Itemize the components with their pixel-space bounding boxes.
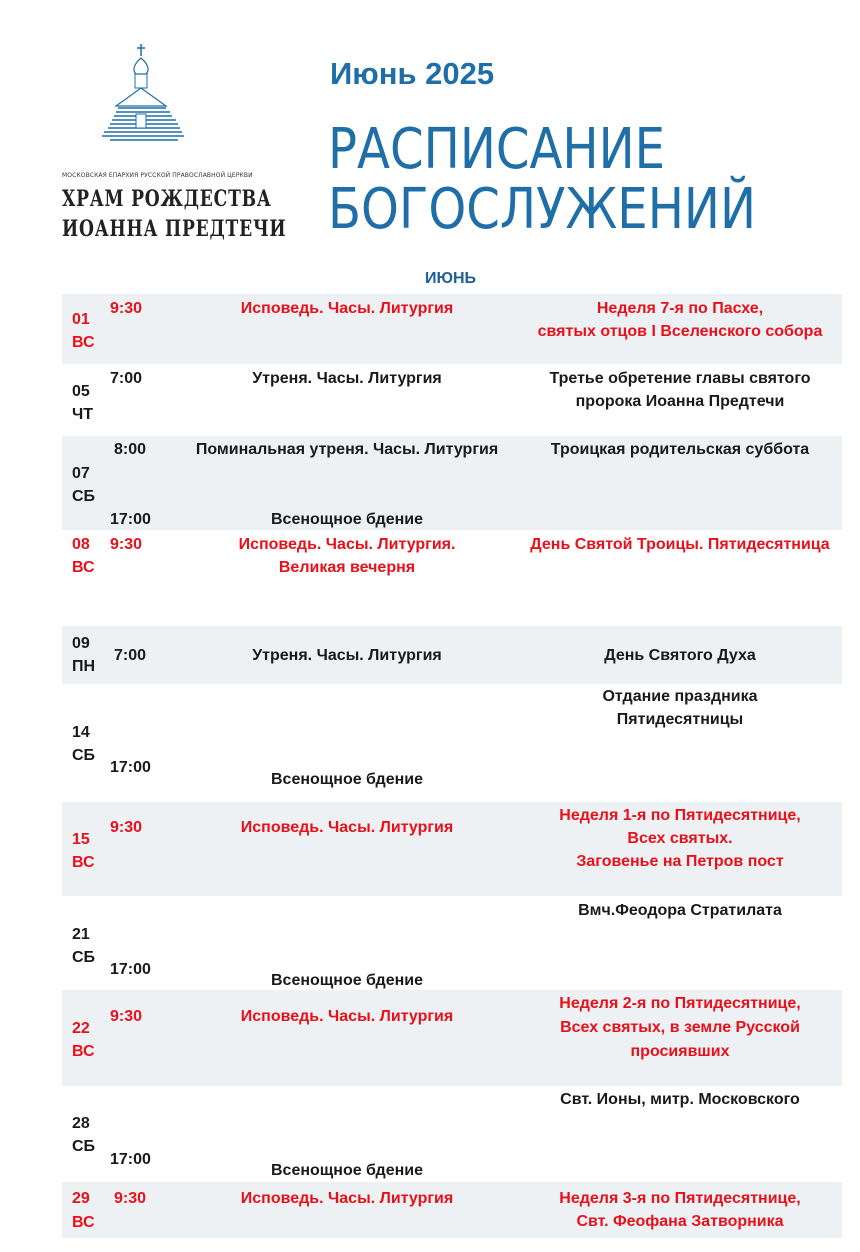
service-time: 7:00 xyxy=(110,370,143,387)
month-label: ИЮНЬ xyxy=(425,270,477,287)
day-date: 29 xyxy=(72,1190,90,1207)
feast-line: Неделя 1-я по Пятидесятнице, xyxy=(559,807,801,824)
feast-line: пророка Иоанна Предтечи xyxy=(575,393,785,410)
day-weekday: ВС xyxy=(72,854,95,871)
day-date: 01 xyxy=(72,311,90,328)
feast-line: Неделя 7-я по Пасхе, xyxy=(596,300,764,317)
day-weekday: СБ xyxy=(72,747,96,764)
schedule-row xyxy=(62,294,842,364)
schedule-row xyxy=(62,896,842,990)
day-date: 21 xyxy=(72,926,90,943)
feast-line: Неделя 3-я по Пятидесятнице, xyxy=(559,1190,801,1207)
schedule-row xyxy=(62,436,842,530)
church-logo xyxy=(62,44,287,244)
service-time: 9:30 xyxy=(110,1008,143,1025)
schedule-row xyxy=(62,684,842,802)
day-weekday: ПН xyxy=(72,658,96,675)
month-year-title: Июнь 2025 xyxy=(330,56,495,91)
feast-line: Свт. Феофана Затворника xyxy=(576,1213,784,1230)
day-weekday: СБ xyxy=(72,1138,96,1155)
service-time: 17:00 xyxy=(110,759,151,776)
service-name: Всенощное бдение xyxy=(270,771,423,788)
feast-line: Троицкая родительская суббота xyxy=(550,441,810,458)
feast-line: Всех святых. xyxy=(627,830,733,847)
schedule-row xyxy=(62,802,842,896)
schedule-row xyxy=(62,990,842,1086)
service-name: Всенощное бдение xyxy=(270,1162,423,1179)
title-line1: РАСПИСАНИЕ xyxy=(328,117,666,182)
page-title xyxy=(328,117,756,242)
feast-line: Заговенье на Петров пост xyxy=(576,853,784,870)
day-weekday: ВС xyxy=(72,559,95,576)
title-line2: БОГОСЛУЖЕНИЙ xyxy=(328,177,756,242)
feast-line: просиявших xyxy=(630,1043,730,1060)
feast-line: святых отцов I Вселенского собора xyxy=(537,323,823,340)
schedule-row xyxy=(62,530,842,626)
service-time: 9:30 xyxy=(110,300,143,317)
schedule-row xyxy=(62,1182,842,1238)
day-date: 05 xyxy=(72,383,90,400)
service-name: Исповедь. Часы. Литургия xyxy=(240,1190,454,1207)
service-name: Великая вечерня xyxy=(278,559,416,576)
feast-line: Неделя 2-я по Пятидесятнице, xyxy=(559,995,801,1012)
service-time: 7:00 xyxy=(114,647,147,664)
day-weekday: ВС xyxy=(72,334,95,351)
day-weekday: СБ xyxy=(72,949,96,966)
feast-line: Вмч.Феодора Стратилата xyxy=(578,902,782,919)
day-date: 07 xyxy=(72,465,90,482)
day-weekday: ЧТ xyxy=(72,406,94,423)
service-time: 17:00 xyxy=(110,1151,151,1168)
day-weekday: ВС xyxy=(72,1214,95,1231)
feast-line: Пятидесятницы xyxy=(616,711,744,728)
service-time: 17:00 xyxy=(110,511,151,528)
service-time: 9:30 xyxy=(110,536,143,553)
feast-line: Свт. Ионы, митр. Московского xyxy=(560,1091,800,1108)
day-date: 08 xyxy=(72,536,90,553)
day-date: 28 xyxy=(72,1115,90,1132)
service-time: 17:00 xyxy=(110,961,151,978)
service-time: 8:00 xyxy=(114,441,147,458)
feast-line: Третье обретение главы святого xyxy=(549,370,811,387)
service-name: Всенощное бдение xyxy=(270,972,423,989)
schedule-row xyxy=(62,1086,842,1182)
service-time: 9:30 xyxy=(114,1190,147,1207)
logo-subtitle: МОСКОВСКАЯ ЕПАРХИЯ РУССКОЙ ПРАВОСЛАВНОЙ ЦЕРКВИ xyxy=(62,172,253,179)
service-name: Исповедь. Часы. Литургия. xyxy=(238,536,456,553)
feast-line: День Святой Троицы. Пятидесятница xyxy=(530,536,830,553)
service-name: Исповедь. Часы. Литургия xyxy=(240,1008,454,1025)
service-name: Исповедь. Часы. Литургия xyxy=(240,819,454,836)
feast-line: День Святого Духа xyxy=(604,647,756,664)
logo-name-line1: ХРАМ РОЖДЕСТВА xyxy=(62,186,272,212)
day-weekday: СБ xyxy=(72,488,96,505)
service-name: Поминальная утреня. Часы. Литургия xyxy=(195,441,499,458)
service-time: 9:30 xyxy=(110,819,143,836)
feast-line: Отдание праздника xyxy=(602,688,758,705)
day-date: 09 xyxy=(72,635,90,652)
service-name: Всенощное бдение xyxy=(270,511,423,528)
service-name: Утреня. Часы. Литургия xyxy=(252,647,442,664)
day-date: 15 xyxy=(72,831,90,848)
feast-line: Всех святых, в земле Русской xyxy=(560,1019,800,1036)
church-icon xyxy=(98,44,208,154)
schedule-row xyxy=(62,626,842,684)
day-date: 22 xyxy=(72,1020,90,1037)
service-name: Утреня. Часы. Литургия xyxy=(252,370,442,387)
logo-name-line2: ИОАННА ПРЕДТЕЧИ xyxy=(62,216,287,242)
service-name: Исповедь. Часы. Литургия xyxy=(240,300,454,317)
schedule-row xyxy=(62,364,842,436)
day-date: 14 xyxy=(72,724,90,741)
day-weekday: ВС xyxy=(72,1043,95,1060)
